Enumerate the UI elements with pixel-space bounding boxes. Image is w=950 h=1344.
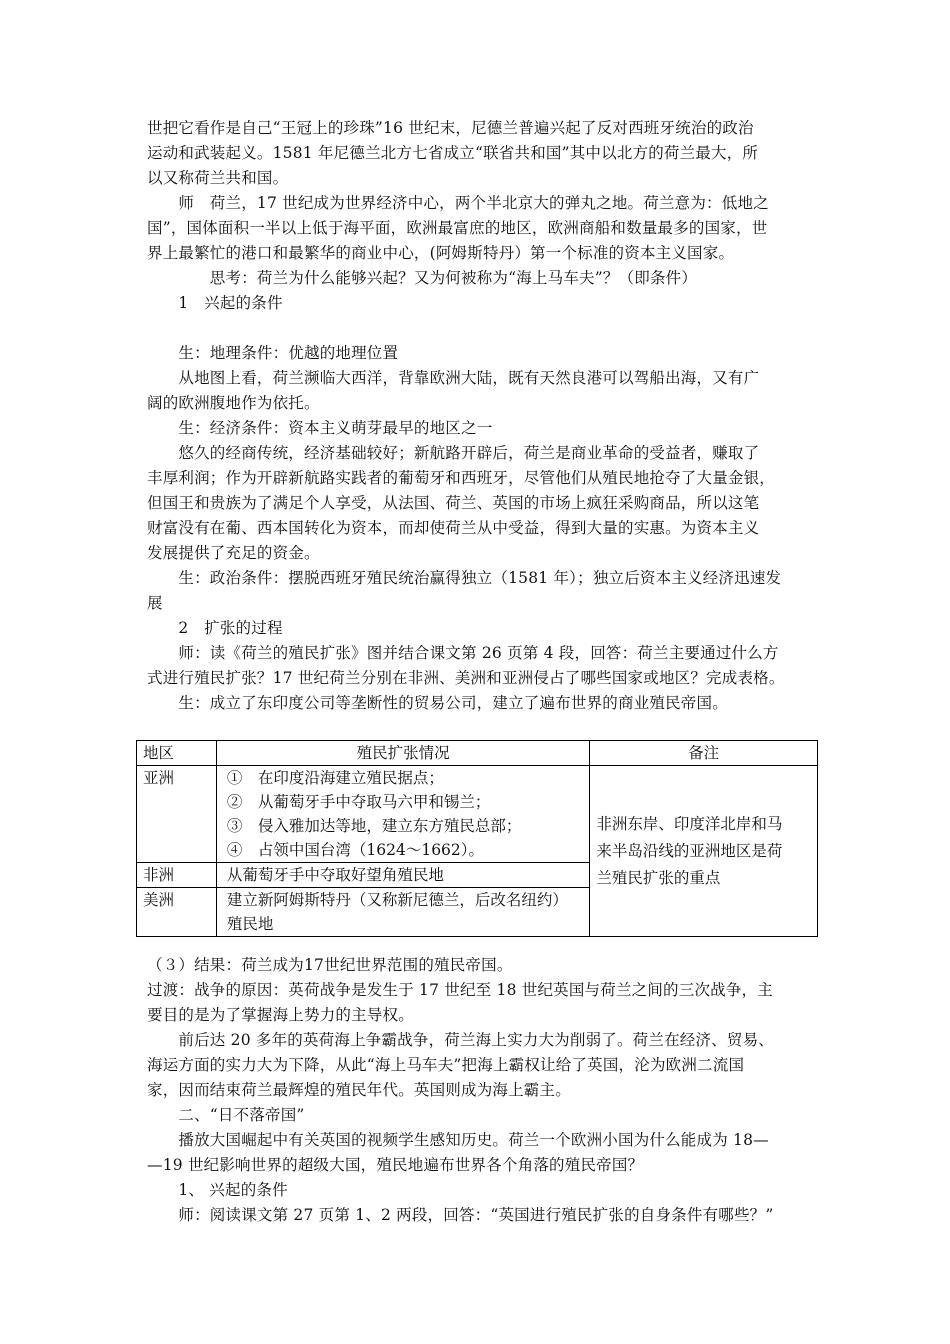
america-line: 殖民地 [226,915,274,933]
text-line: 师 荷兰，17 世纪成为世界经济中心，两个半北京大的弹丸之地。荷兰意为：低地之 [147,194,769,212]
text-line: 国”，国体面积一半以上低于海平面，欧洲最富庶的地区，欧洲商船和数量最多的国家，世 [147,219,768,237]
text-line: 悠久的经商传统，经济基础较好；新航路开辟后，荷兰是商业革命的受益者，赚取了 [147,444,760,462]
asia-expansion-cell [216,766,589,863]
text-line: 阔的欧洲腹地作为依托。 [147,394,320,412]
text-line: 从地图上看，荷兰濒临大西洋，背靠欧洲大陆，既有天然良港可以驾船出海，又有广 [147,369,760,387]
list-item: ③ 侵入雅加达等地，建立东方殖民总部； [226,817,522,835]
colonial-expansion-table [136,740,818,937]
text-line: 运动和武装起义。1581 年尼德兰北方七省成立“联省共和国”其中以北方的荷兰最大，所 [147,144,759,162]
table-header-row [137,741,818,766]
note-line: 兰殖民扩张的重点 [596,868,721,887]
text-line: 但国王和贵族为了满足个人享受，从法国、荷兰、英国的市场上疯狂采购商品，所以这笔 [147,494,760,512]
list-item: ② 从葡萄牙手中夺取马六甲和锡兰； [226,793,491,811]
text-line: 式进行殖民扩张？17 世纪荷兰分别在非洲、美洲和亚洲侵占了哪些国家或地区？完成表格。 [147,669,785,687]
note-cell [590,766,818,937]
text-line: 丰厚利润；作为开辟新航路实践者的葡萄牙和西班牙，尽管他们从殖民地抢夺了大量金银， [147,469,776,487]
note-line: 来半岛沿线的亚洲地区是荷 [596,841,783,860]
text-line: 生：地理条件：优越的地理位置 [147,344,399,362]
section-heading: 二、“日不落帝国” [147,1106,305,1124]
section-heading: 1 兴起的条件 [147,294,283,312]
region-cell-asia: 亚洲 [137,766,217,863]
text-line: 师：阅读课文第 27 页第 1、2 两段，回答：“英国进行殖民扩张的自身条件有哪些？” [147,1206,774,1224]
text-line: 生：成立了东印度公司等垄断性的贸易公司，建立了遍布世界的商业殖民帝国。 [147,694,728,712]
table-header-cell: 备注 [590,741,818,766]
text-line: —19 世纪影响世界的超级大国，殖民地遍布世界各个角落的殖民帝国？ [147,1156,644,1174]
text-line: 前后达 20 多年的英荷海上争霸战争，荷兰海上实力大为削弱了。荷兰在经济、贸易、 [147,1031,774,1049]
text-line: 过渡：战争的原因：英荷战争是发生于 17 世纪至 18 世纪英国与荷兰之间的三次战争，主 [147,981,773,999]
text-line: 生：经济条件：资本主义萌芽最早的地区之一 [147,419,493,437]
region-cell-america: 美洲 [137,888,217,937]
table-header-cell: 殖民扩张情况 [216,741,589,766]
text-line: 财富没有在葡、西本国转化为资本，而却使荷兰从中受益，得到大量的实惠。为资本主义 [147,519,760,537]
table-header-cell: 地区 [137,741,217,766]
region-cell-africa: 非洲 [137,863,217,888]
africa-expansion-cell: 从葡萄牙手中夺取好望角殖民地 [216,863,589,888]
text-line: 播放大国崛起中有关英国的视频学生感知历史。荷兰一个欧洲小国为什么能成为 18— [147,1131,769,1149]
text-line: 生：政治条件：摆脱西班牙殖民统治赢得独立（1581 年）；独立后资本主义经济迅速发 [147,569,782,587]
section-heading: 2 扩张的过程 [147,619,283,637]
list-item: ① 在印度沿海建立殖民据点； [226,769,444,787]
text-line: （３）结果：荷兰成为17世纪世界范围的殖民帝国。 [147,956,513,974]
text-line: 思考：荷兰为什么能够兴起？又为何被称为“海上马车夫”？（即条件） [147,269,698,287]
text-line: 海运方面的实力大为下降，从此“海上马车夫”把海上霸权让给了英国，沦为欧洲二流国 [147,1056,745,1074]
text-line: 要目的是为了掌握海上势力的主导权。 [147,1006,414,1024]
text-line: 世把它看作是自己“王冠上的珍珠”16 世纪末，尼德兰普遍兴起了反对西班牙统治的政治 [147,119,754,137]
text-line: 界上最繁忙的港口和最繁华的商业中心，(阿姆斯特丹）第一个标准的资本主义国家。 [147,244,735,262]
text-line: 以又称荷兰共和国。 [147,169,289,187]
america-line: 建立新阿姆斯特丹（又称新尼德兰，后改名纽约） [226,891,568,909]
america-expansion-cell [216,888,589,937]
list-item: ④ 占领中国台湾（1624～1662）。 [226,841,485,859]
text-line: 师：读《荷兰的殖民扩张》图并结合课文第 26 页第 4 段，回答：荷兰主要通过什么方 [147,644,779,662]
text-line: 发展提供了充足的资金。 [147,544,320,562]
section-heading: 1、 兴起的条件 [147,1181,288,1199]
text-line: 展 [147,594,163,612]
text-line: 家，因而结束荷兰最辉煌的殖民年代。英国则成为海上霸主。 [147,1081,571,1099]
note-line: 非洲东岸、印度洋北岸和马 [596,814,783,833]
table-row [137,766,818,863]
